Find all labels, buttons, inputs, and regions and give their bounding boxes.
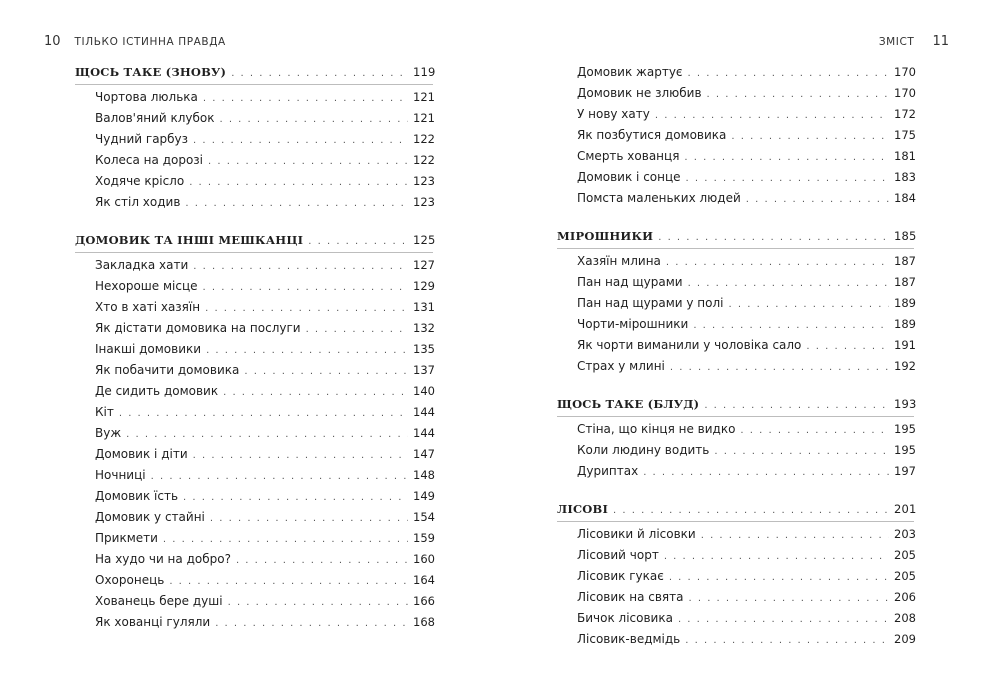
page-ref: 195 <box>894 422 916 436</box>
entry-title: У нову хату <box>577 107 650 121</box>
page-ref: 144 <box>413 426 435 440</box>
page-ref: 122 <box>413 153 435 167</box>
toc-entry <box>75 402 433 423</box>
dot-leader <box>669 567 889 588</box>
toc-column-left <box>75 62 436 633</box>
toc-entry <box>557 608 914 629</box>
dot-leader <box>193 256 408 277</box>
toc-section-heading <box>557 394 917 415</box>
section-rule <box>557 248 914 249</box>
dot-leader <box>203 88 408 109</box>
entry-title: Хазяїн млина <box>577 254 661 268</box>
toc-entry <box>75 507 433 528</box>
toc-section-heading <box>557 499 917 520</box>
entry-title: Хто в хаті хазяїн <box>95 300 201 314</box>
dot-leader <box>119 403 408 424</box>
entry-title: Страх у млині <box>577 359 665 373</box>
page-ref: 197 <box>894 464 916 478</box>
entry-title: Де сидить домовик <box>95 384 219 398</box>
toc-entry <box>557 419 914 440</box>
toc-entry <box>75 297 433 318</box>
page-ref: 187 <box>894 254 916 268</box>
dot-leader <box>185 193 408 214</box>
dot-leader <box>205 298 408 319</box>
toc-entry <box>557 335 914 356</box>
section-title: ЩОСЬ ТАКЕ (ЗНОВУ) <box>75 65 227 79</box>
page-ref: 119 <box>413 65 436 79</box>
toc-entry <box>75 87 433 108</box>
page-ref: 147 <box>413 447 435 461</box>
dot-leader <box>731 126 889 147</box>
toc-entry <box>75 423 433 444</box>
page-ref: 170 <box>894 65 916 79</box>
toc-entry <box>557 356 914 377</box>
dot-leader <box>746 189 889 210</box>
entry-title: Як хованці гуляли <box>95 615 211 629</box>
dot-leader <box>206 340 408 361</box>
entry-title: Лісовик гукає <box>577 569 664 583</box>
page-ref: 125 <box>413 233 436 247</box>
toc-entry <box>557 83 914 104</box>
toc-entry <box>75 612 433 633</box>
toc-entry <box>557 272 914 293</box>
toc-entry <box>75 192 433 213</box>
toc-entry <box>75 276 433 297</box>
toc-entry <box>75 108 433 129</box>
dot-leader <box>666 252 889 273</box>
section-title: ЩОСЬ ТАКЕ (БЛУД) <box>557 397 700 411</box>
entry-title: Чорти-мірошники <box>577 317 689 331</box>
entry-title: Охоронець <box>95 573 165 587</box>
toc-entry <box>557 104 914 125</box>
page-ref: 201 <box>894 502 917 516</box>
toc-entry <box>557 545 914 566</box>
page-ref: 195 <box>894 443 916 457</box>
page-ref: 129 <box>413 279 435 293</box>
toc-entry <box>75 255 433 276</box>
toc-entry <box>557 167 914 188</box>
entry-title: Вуж <box>95 426 122 440</box>
toc-section-heading <box>75 230 436 251</box>
dot-leader <box>688 63 889 84</box>
dot-leader <box>306 319 408 340</box>
dot-leader <box>228 592 408 613</box>
page-ref: 208 <box>894 611 916 625</box>
toc-entry <box>75 150 433 171</box>
toc-entry <box>75 381 433 402</box>
dot-leader <box>236 550 408 571</box>
toc-entry <box>75 129 433 150</box>
dot-leader <box>729 294 890 315</box>
page-ref: 123 <box>413 195 435 209</box>
page-ref: 189 <box>894 296 916 310</box>
page-ref: 203 <box>894 527 916 541</box>
dot-leader <box>693 315 889 336</box>
toc-entry <box>557 587 914 608</box>
toc-entry <box>75 549 433 570</box>
page-ref: 205 <box>894 569 916 583</box>
dot-leader <box>126 424 408 445</box>
entry-title: Лісовики й лісовки <box>577 527 696 541</box>
page-ref: 185 <box>894 229 917 243</box>
entry-title: Лісовий чорт <box>577 548 659 562</box>
dot-leader <box>613 500 889 521</box>
page-ref: 184 <box>894 191 916 205</box>
page-ref: 123 <box>413 174 435 188</box>
page-ref: 127 <box>413 258 435 272</box>
dot-leader <box>678 609 889 630</box>
page-ref: 187 <box>894 275 916 289</box>
section-rule <box>557 416 914 417</box>
toc-entry <box>75 486 433 507</box>
entry-title: На худо чи на добро? <box>95 552 231 566</box>
dot-leader <box>714 441 889 462</box>
entry-title: Смерть хованця <box>577 149 680 163</box>
entry-title: Закладка хати <box>95 258 189 272</box>
dot-leader <box>244 361 408 382</box>
entry-title: Як дістати домовика на послуги <box>95 321 301 335</box>
running-title-left: ТІЛЬКО ІСТИННА ПРАВДА <box>74 36 226 48</box>
toc-entry <box>75 171 433 192</box>
toc-entry <box>557 125 914 146</box>
page-ref: 121 <box>413 111 435 125</box>
page-ref: 144 <box>413 405 435 419</box>
page-ref: 181 <box>894 149 916 163</box>
dot-leader <box>169 571 408 592</box>
entry-title: Домовик не злюбив <box>577 86 702 100</box>
entry-title: Колеса на дорозі <box>95 153 204 167</box>
section-title: ЛІСОВІ <box>557 502 609 516</box>
entry-title: Дуриптах <box>577 464 639 478</box>
dot-leader <box>308 231 408 252</box>
running-head-left <box>44 34 226 50</box>
dot-leader <box>189 172 408 193</box>
dot-leader <box>685 630 889 651</box>
page-ref: 148 <box>413 468 435 482</box>
toc-entry <box>75 528 433 549</box>
running-title-right: ЗМІСТ <box>878 36 915 48</box>
page-ref: 121 <box>413 90 435 104</box>
dot-leader <box>215 613 408 634</box>
page-ref: 164 <box>413 573 435 587</box>
entry-title: Ходяче крісло <box>95 174 185 188</box>
page-ref: 159 <box>413 531 435 545</box>
dot-leader <box>163 529 408 550</box>
toc-entry <box>557 440 914 461</box>
page-ref: 160 <box>413 552 435 566</box>
entry-title: Ночниці <box>95 468 146 482</box>
toc-entry <box>75 360 433 381</box>
entry-title: Хованець бере душі <box>95 594 223 608</box>
page-ref: 132 <box>413 321 435 335</box>
toc-entry <box>75 591 433 612</box>
entry-title: Інакші домовики <box>95 342 202 356</box>
entry-title: Прикмети <box>95 531 158 545</box>
page-number-left: 10 <box>44 34 61 49</box>
dot-leader <box>740 420 889 441</box>
toc-entry <box>557 293 914 314</box>
dot-leader <box>203 277 408 298</box>
entry-title: Як позбутися домовика <box>577 128 727 142</box>
entry-title: Валов'яний клубок <box>95 111 215 125</box>
toc-entry <box>557 629 914 650</box>
entry-title: Чудний гарбуз <box>95 132 189 146</box>
page-ref: 154 <box>413 510 435 524</box>
page-ref: 166 <box>413 594 435 608</box>
section-title: МІРОШНИКИ <box>557 229 654 243</box>
page-ref: 191 <box>894 338 916 352</box>
section-rule <box>557 521 914 522</box>
entry-title: Домовик жартує <box>577 65 683 79</box>
page-ref: 140 <box>413 384 435 398</box>
dot-leader <box>231 63 408 84</box>
toc-entry <box>557 188 914 209</box>
entry-title: Домовик і сонце <box>577 170 681 184</box>
dot-leader <box>655 105 889 126</box>
dot-leader <box>183 487 408 508</box>
page-ref: 172 <box>894 107 916 121</box>
entry-title: Домовик їсть <box>95 489 179 503</box>
dot-leader <box>688 273 889 294</box>
page-ref: 170 <box>894 86 916 100</box>
dot-leader <box>670 357 889 378</box>
entry-title: Чортова люлька <box>95 90 198 104</box>
entry-title: Домовик і діти <box>95 447 188 461</box>
page-number-right: 11 <box>932 34 949 49</box>
dot-leader <box>219 109 408 130</box>
page-ref: 131 <box>413 300 435 314</box>
page-ref: 175 <box>894 128 916 142</box>
toc-column-right <box>557 62 917 650</box>
entry-title: Пан над щурами <box>577 275 683 289</box>
dot-leader <box>684 147 889 168</box>
entry-title: Лісовик на свята <box>577 590 684 604</box>
entry-title: Як стіл ходив <box>95 195 181 209</box>
dot-leader <box>704 395 889 416</box>
page-ref: 209 <box>894 632 916 646</box>
page-ref: 189 <box>894 317 916 331</box>
toc-entry <box>557 566 914 587</box>
page-ref: 183 <box>894 170 916 184</box>
dot-leader <box>643 462 889 483</box>
page-ref: 192 <box>894 359 916 373</box>
entry-title: Кіт <box>95 405 114 419</box>
dot-leader <box>806 336 889 357</box>
section-rule <box>75 252 433 253</box>
section-rule <box>75 84 433 85</box>
dot-leader <box>223 382 408 403</box>
entry-title: Нехороше місце <box>95 279 198 293</box>
dot-leader <box>701 525 889 546</box>
running-head-right <box>879 34 949 50</box>
dot-leader <box>658 227 889 248</box>
page-ref: 206 <box>894 590 916 604</box>
dot-leader <box>664 546 889 567</box>
page-ref: 122 <box>413 132 435 146</box>
page-ref: 193 <box>894 397 917 411</box>
dot-leader <box>686 168 889 189</box>
entry-title: Помста маленьких людей <box>577 191 741 205</box>
dot-leader <box>151 466 408 487</box>
page-ref: 149 <box>413 489 435 503</box>
entry-title: Як побачити домовика <box>95 363 240 377</box>
toc-entry <box>557 524 914 545</box>
dot-leader <box>210 508 408 529</box>
entry-title: Коли людину водить <box>577 443 710 457</box>
toc-entry <box>557 251 914 272</box>
entry-title: Як чорти виманили у чоловіка сало <box>577 338 802 352</box>
toc-entry <box>557 461 914 482</box>
toc-entry <box>75 570 433 591</box>
toc-entry <box>557 62 914 83</box>
page-ref: 205 <box>894 548 916 562</box>
entry-title: Домовик у стайні <box>95 510 205 524</box>
entry-title: Стіна, що кінця не видко <box>577 422 736 436</box>
dot-leader <box>208 151 408 172</box>
page-ref: 168 <box>413 615 435 629</box>
page-ref: 135 <box>413 342 435 356</box>
toc-section-heading <box>557 226 917 247</box>
page-ref: 137 <box>413 363 435 377</box>
toc-entry <box>75 318 433 339</box>
section-title: ДОМОВИК ТА ІНШІ МЕШКАНЦІ <box>75 233 304 247</box>
dot-leader <box>193 130 408 151</box>
dot-leader <box>707 84 889 105</box>
toc-section-heading <box>75 62 436 83</box>
toc-entry <box>557 314 914 335</box>
entry-title: Пан над щурами у полі <box>577 296 724 310</box>
dot-leader <box>193 445 408 466</box>
toc-entry <box>75 444 433 465</box>
dot-leader <box>688 588 889 609</box>
toc-entry <box>75 465 433 486</box>
toc-entry <box>557 146 914 167</box>
entry-title: Бичок лісовика <box>577 611 673 625</box>
entry-title: Лісовик-ведмідь <box>577 632 681 646</box>
toc-entry <box>75 339 433 360</box>
